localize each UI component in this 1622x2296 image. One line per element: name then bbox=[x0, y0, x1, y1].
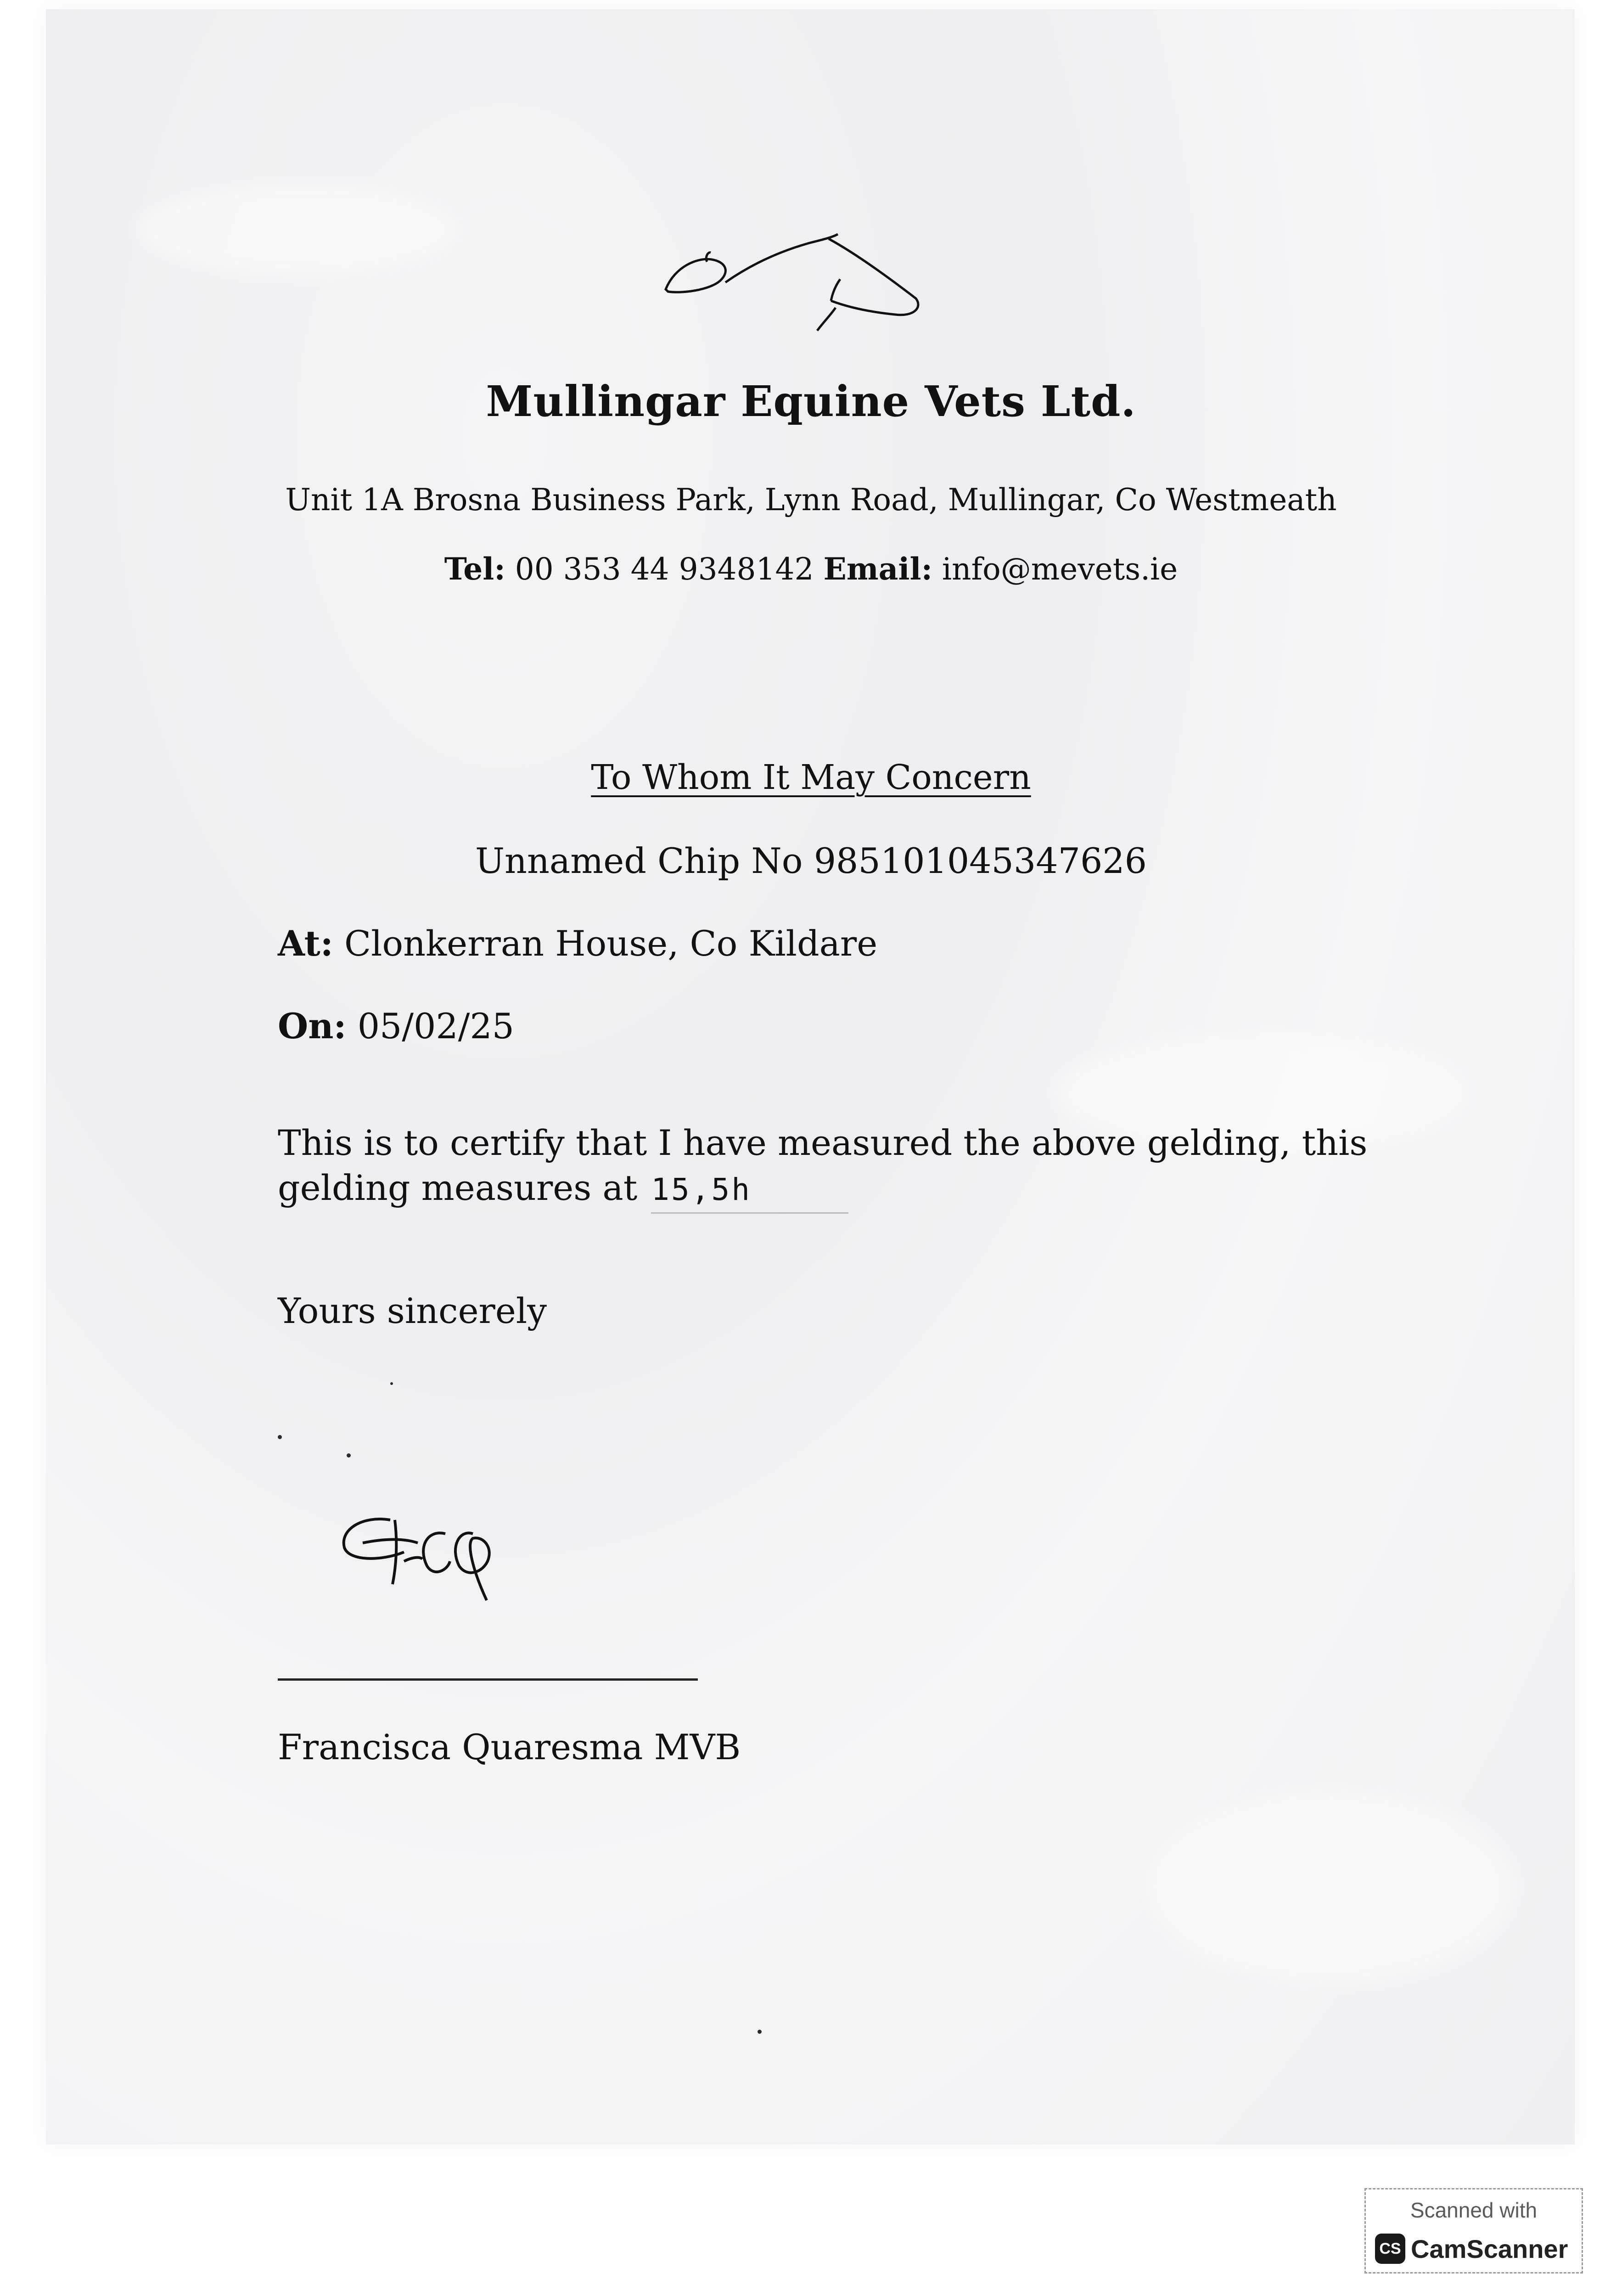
chip-number-line: Unnamed Chip No 985101045347626 bbox=[475, 840, 1147, 881]
horse-heads-logo bbox=[657, 225, 932, 340]
speck bbox=[278, 1435, 282, 1439]
company-name: Mullingar Equine Vets Ltd. bbox=[486, 377, 1136, 426]
salutation: To Whom It May Concern bbox=[591, 758, 1031, 797]
camscanner-watermark bbox=[1364, 2188, 1583, 2273]
watermark-top-text: Scanned with bbox=[1410, 2198, 1538, 2222]
tel-label: Tel: bbox=[444, 551, 505, 587]
at-value: Clonkerran House, Co Kildare bbox=[344, 923, 878, 964]
watermark-brand bbox=[1375, 2234, 1568, 2264]
on-value: 05/02/25 bbox=[357, 1006, 515, 1047]
date-field bbox=[278, 1006, 514, 1047]
paper-crease bbox=[1148, 1791, 1515, 1984]
company-address: Unit 1A Brosna Business Park, Lynn Road, Mullingar, Co Westmeath bbox=[285, 482, 1337, 518]
closing-line: Yours sincerely bbox=[278, 1290, 547, 1331]
speck bbox=[347, 1453, 351, 1458]
email-value: info@mevets.ie bbox=[942, 551, 1178, 587]
tel-value: 00 353 44 9348142 bbox=[515, 551, 814, 587]
certification-text: This is to certify that I have measured the above gelding, this gelding measures at bbox=[278, 1122, 1368, 1208]
handwritten-measurement: 15,5h bbox=[651, 1167, 848, 1214]
handwritten-signature bbox=[335, 1502, 510, 1612]
signatory-name: Francisca Quaresma MVB bbox=[278, 1727, 741, 1767]
email-label: Email: bbox=[823, 551, 932, 587]
signature-line bbox=[278, 1678, 698, 1681]
certification-paragraph bbox=[278, 1120, 1380, 1214]
speck bbox=[758, 2030, 762, 2034]
on-label: On: bbox=[278, 1006, 347, 1047]
at-label: At: bbox=[278, 923, 333, 964]
contact-line bbox=[0, 551, 1622, 587]
location-field bbox=[278, 923, 877, 964]
camscanner-icon: CS bbox=[1375, 2234, 1405, 2264]
watermark-brand-text: CamScanner bbox=[1411, 2234, 1568, 2263]
paper-crease bbox=[138, 184, 459, 276]
speck bbox=[390, 1382, 393, 1385]
